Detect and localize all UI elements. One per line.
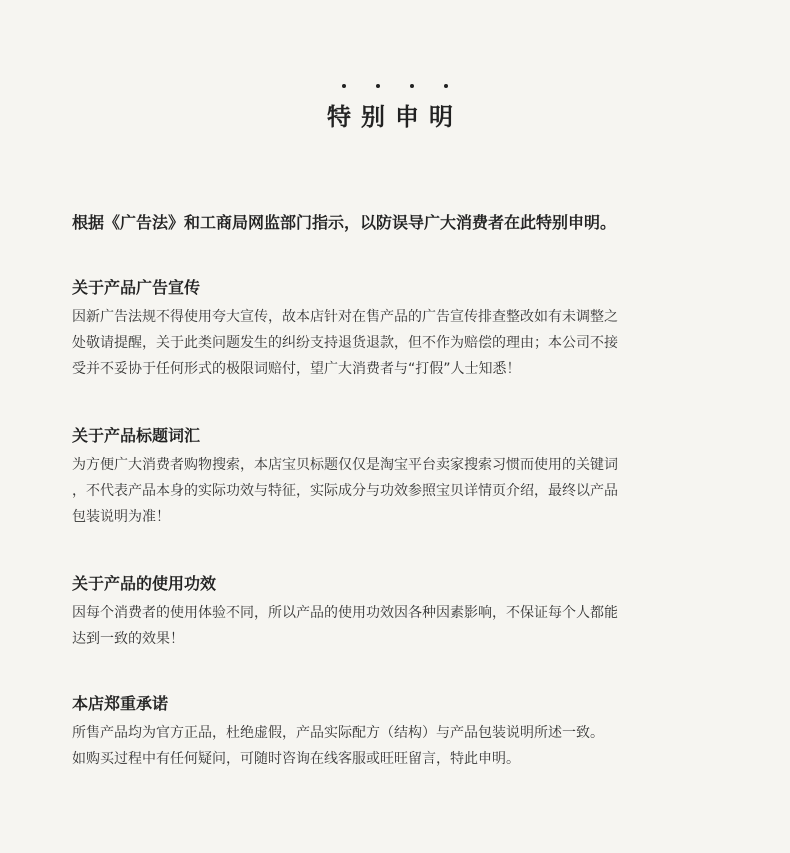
body-line: 因每个消费者的使用体验不同，所以产品的使用功效因各种因素影响，不保证每个人都能	[72, 605, 618, 621]
section-efficacy	[72, 572, 772, 652]
body-line: 受并不妥协于任何形式的极限词赔付，望广大消费者与“打假”人士知悉！	[72, 361, 521, 377]
section-title: 本店郑重承诺	[72, 694, 169, 713]
section-body	[72, 304, 772, 382]
dot-decoration	[342, 84, 346, 88]
section-title: 关于产品的使用功效	[72, 574, 217, 593]
body-line: 达到一致的效果！	[72, 631, 184, 647]
dot-decoration	[410, 84, 414, 88]
section-title-keywords	[72, 424, 772, 530]
body-line: 所售产品均为官方正品，杜绝虚假，产品实际配方（结构）与产品包装说明所述一致。	[72, 725, 604, 741]
section-advertising	[72, 276, 772, 382]
intro-statement: 根据《广告法》和工商局网监部门指示，以防误导广大消费者在此特别申明。	[72, 213, 617, 232]
page-title: 特别申明	[327, 103, 463, 131]
body-line: 因新广告法规不得使用夸大宣传，故本店针对在售产品的广告宣传排查整改如有未调整之	[72, 309, 618, 325]
section-body	[72, 720, 772, 772]
section-title: 关于产品标题词汇	[72, 426, 201, 445]
dot-decoration	[376, 84, 380, 88]
section-title: 关于产品广告宣传	[72, 278, 201, 297]
section-commitment	[72, 692, 772, 772]
body-line: ，不代表产品本身的实际功效与特征，实际成分与功效参照宝贝详情页介绍，最终以产品	[72, 483, 618, 499]
body-line: 处敬请提醒，关于此类问题发生的纠纷支持退货退款，但不作为赔偿的理由；本公司不接	[72, 335, 618, 351]
title-dots	[0, 84, 790, 88]
body-line: 为方便广大消费者购物搜索，本店宝贝标题仅仅是淘宝平台卖家搜索习惯而使用的关键词	[72, 457, 618, 473]
body-line: 如购买过程中有任何疑问，可随时咨询在线客服或旺旺留言，特此申明。	[72, 751, 520, 767]
section-body	[72, 452, 772, 530]
body-line: 包装说明为准！	[72, 509, 170, 525]
section-body	[72, 600, 772, 652]
dot-decoration	[444, 84, 448, 88]
